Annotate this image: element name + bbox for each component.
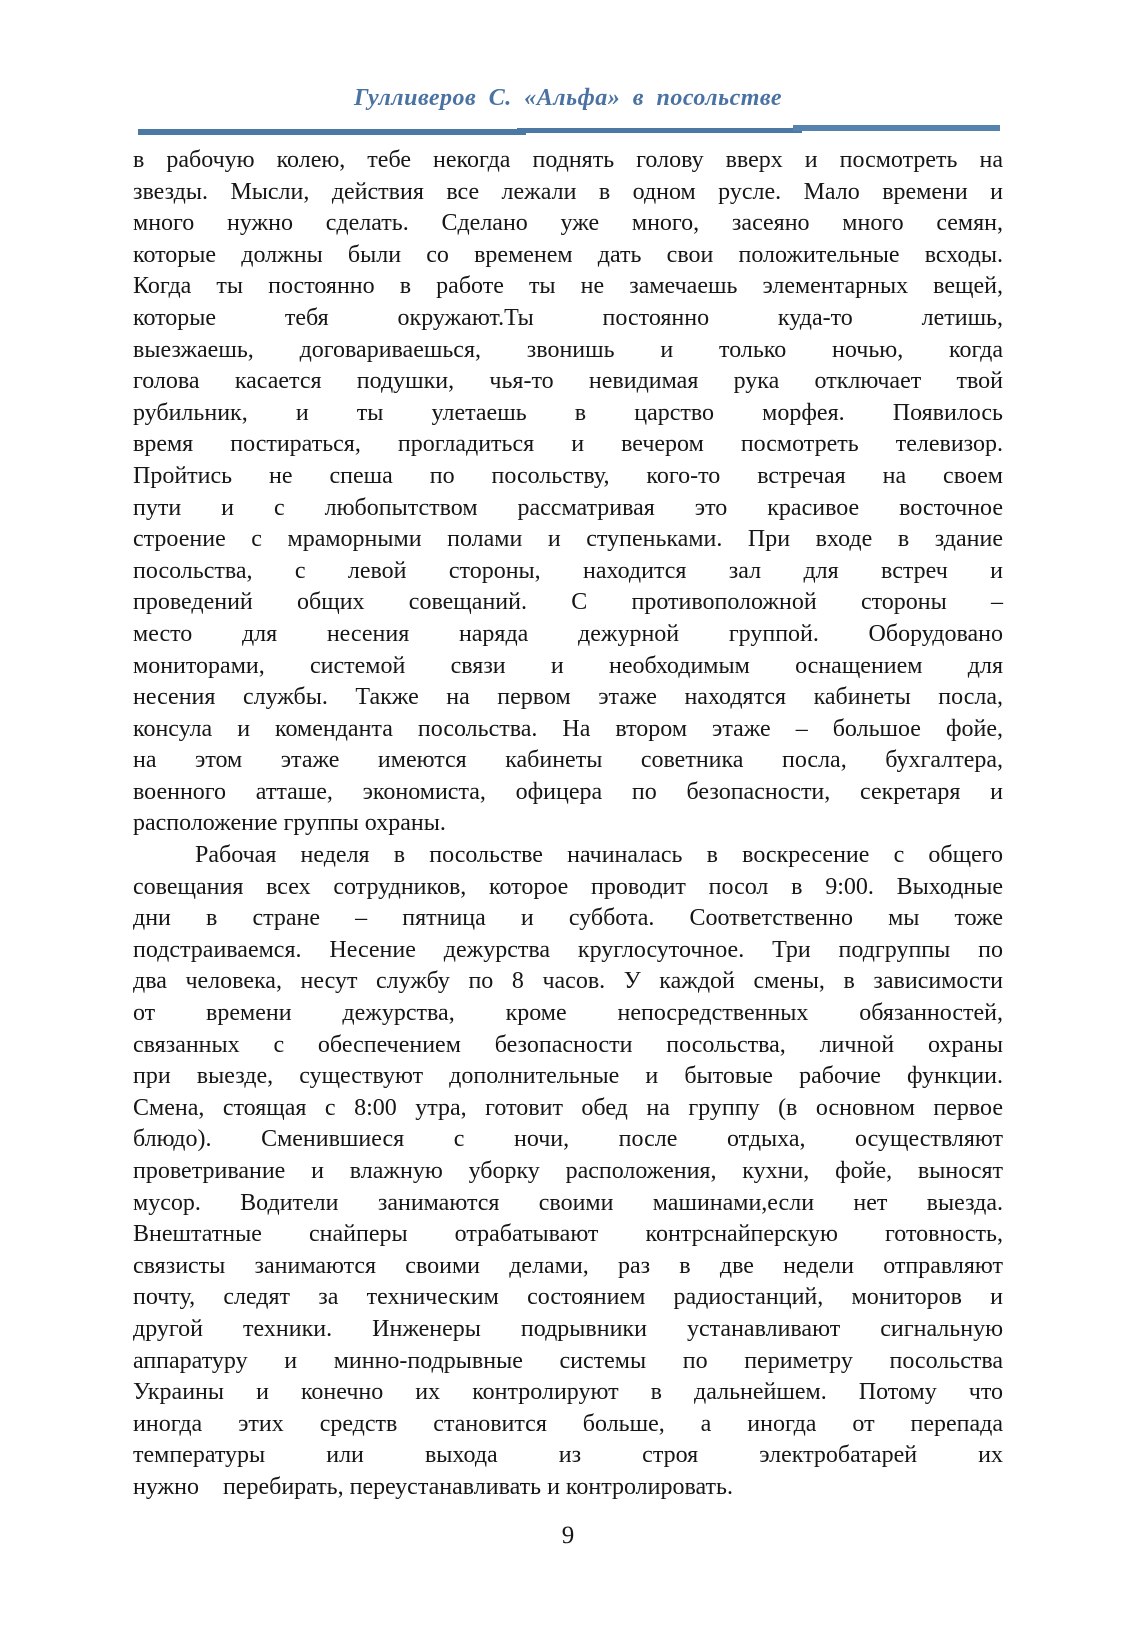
text-line: аппаратуру и минно-подрывные системы по периметру посольства	[133, 1347, 1003, 1374]
text-line: которые должны были со временем дать свои положительные всходы.	[133, 241, 1003, 268]
text-line: почту, следят за техническим состоянием радиостанций, мониторов и	[133, 1284, 1003, 1311]
text-line: Пройтись не спеша по посольству, кого-то встречая на своем	[133, 462, 1003, 489]
text-line: много нужно сделать. Сделано уже много, засеяно много семян,	[133, 210, 1003, 237]
text-line: Смена, стоящая с 8:00 утра, готовит обед на группу (в основном первое	[133, 1094, 1003, 1121]
text-line: температуры или выхода из строя электробатарей их	[133, 1442, 1003, 1469]
text-line: Украины и конечно их контролируют в дальнейшем. Потому что	[133, 1379, 1003, 1406]
text-line: при выезде, существуют дополнительные и бытовые рабочие функции.	[133, 1063, 1003, 1090]
text-line: другой техники. Инженеры подрывники устанавливают сигнальную	[133, 1315, 1003, 1342]
text-line: иногда этих средств становится больше, а иногда от перепада	[133, 1410, 1003, 1437]
text-line: мусор. Водители занимаются своими машинами,если нет выезда.	[133, 1189, 1003, 1216]
header-rule-segment-right	[793, 125, 1000, 131]
text-line: блюдо). Сменившиеся с ночи, после отдыха, осуществляют	[133, 1126, 1003, 1153]
text-line: нужно перебирать, переустанавливать и контролировать.	[133, 1473, 733, 1500]
text-line: связанных с обеспечением безопасности посольства, личной охраны	[133, 1031, 1003, 1058]
text-line: дни в стране – пятница и суббота. Соответственно мы тоже	[133, 905, 1003, 932]
text-line: Когда ты постоянно в работе ты не замечаешь элементарных вещей,	[133, 273, 1003, 300]
text-line: посольства, с левой стороны, находится зал для встреч и	[133, 557, 1003, 584]
text-line: консула и коменданта посольства. На втором этаже – большое фойе,	[133, 715, 1003, 742]
header-rule-divider	[138, 124, 1000, 136]
text-line: расположение группы охраны.	[133, 810, 446, 837]
text-line: совещания всех сотрудников, которое проводит посол в 9:00. Выходные	[133, 873, 1003, 900]
text-line: Внештатные снайперы отрабатывают контрснайперскую готовность,	[133, 1221, 1003, 1248]
text-line: несения службы. Также на первом этаже находятся кабинеты посла,	[133, 684, 1003, 711]
text-line: время постираться, прогладиться и вечером посмотреть телевизор.	[133, 431, 1003, 458]
text-line: проведений общих совещаний. С противоположной стороны –	[133, 589, 1003, 616]
text-line: строение с мраморными полами и ступеньками. При входе в здание	[133, 526, 1003, 553]
text-line: выезжаешь, договариваешься, звонишь и только ночью, когда	[133, 336, 1003, 363]
text-line: от времени дежурства, кроме непосредственных обязанностей,	[133, 1000, 1003, 1027]
text-line: которые тебя окружают.Ты постоянно куда-то летишь,	[133, 304, 1003, 331]
text-line: в рабочую колею, тебе некогда поднять голову вверх и посмотреть на	[133, 147, 1003, 173]
text-line: пути и с любопытством рассматривая это красивое восточное	[133, 494, 1003, 521]
text-line: голова касается подушки, чья-то невидимая рука отключает твой	[133, 368, 1003, 395]
text-line: звезды. Мысли, действия все лежали в одном русле. Мало времени и	[133, 178, 1003, 205]
body-text	[133, 145, 1003, 1504]
text-line: Рабочая неделя в посольстве начиналась в воскресение с общего	[195, 842, 1003, 869]
text-line: связисты занимаются своими делами, раз в две недели отправляют	[133, 1252, 1003, 1279]
text-line: место для несения наряда дежурной группой. Оборудовано	[133, 620, 1003, 647]
text-line: два человека, несут службу по 8 часов. У каждой смены, в зависимости	[133, 968, 1003, 995]
page-number: 9	[561, 1522, 575, 1549]
header-rule-segment-left	[138, 129, 526, 135]
text-line: рубильник, и ты улетаешь в царство морфея. Появилось	[133, 399, 1003, 426]
text-line: на этом этаже имеются кабинеты советника посла, бухгалтера,	[133, 747, 1003, 774]
text-line: подстраиваемся. Несение дежурства круглосуточное. Три подгруппы по	[133, 936, 1003, 963]
text-line: военного атташе, экономиста, офицера по безопасности, секретаря и	[133, 778, 1003, 805]
text-line: мониторами, системой связи и необходимым оснащением для	[133, 652, 1003, 679]
header-rule-segment-middle	[517, 128, 801, 133]
text-line: проветривание и влажную уборку расположения, кухни, фойе, выносят	[133, 1158, 1003, 1184]
running-header-title: Гулливеров С. «Альфа» в посольстве	[354, 85, 782, 111]
